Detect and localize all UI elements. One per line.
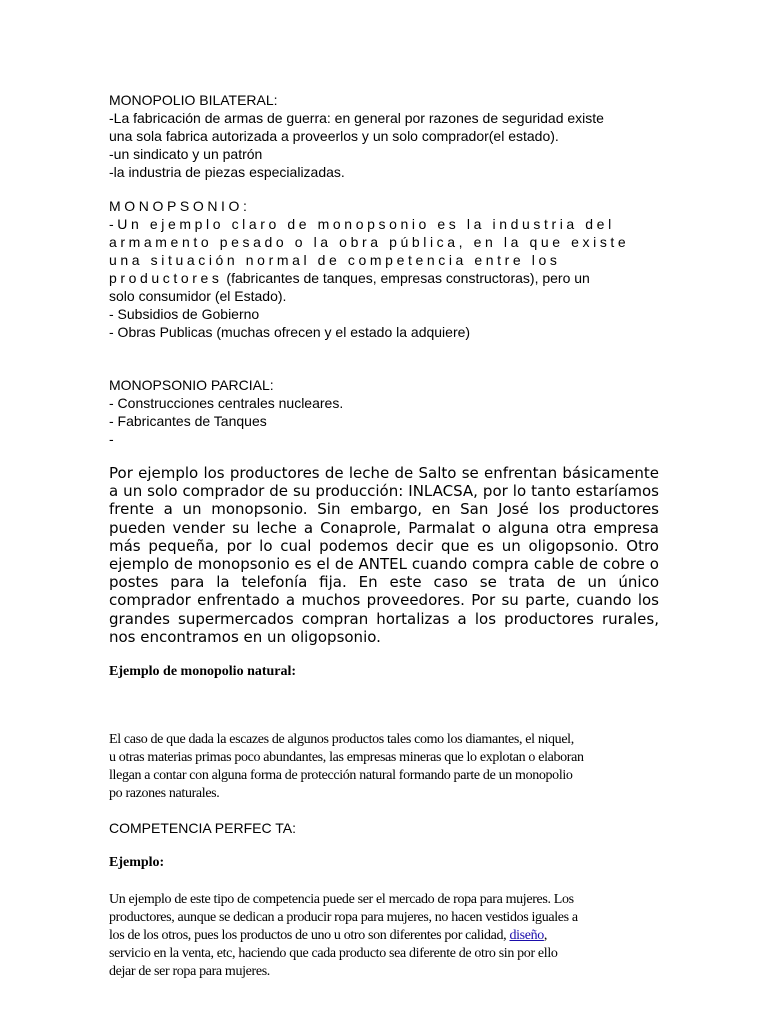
text-line: dejar de ser ropa para mujeres.: [109, 964, 270, 980]
text-fragment: ,: [543, 928, 548, 944]
text-line: u otras materias primas poco abundantes, las empresas mineras que lo explotan o elaboran: [109, 750, 584, 766]
text-line: Un ejemplo de este tipo de competencia puede ser el mercado de ropa para mujeres. Los: [109, 892, 574, 907]
text-line: - Obras Publicas (muchas ofrecen y el estado la adquiere): [109, 324, 471, 340]
section-heading: MONOPOLIO BILATERAL:: [109, 92, 278, 108]
subheading-ejemplo: Ejemplo:: [109, 855, 165, 870]
text-line: -la industria de piezas especializadas.: [109, 164, 345, 180]
text-line: [109, 269, 659, 287]
section-monopsonio: [109, 197, 659, 341]
section-monopolio-bilateral: [109, 91, 659, 181]
text-line: -La fabricación de armas de guerra: en general por razones de seguridad existe: [109, 110, 604, 126]
text-line: llegan a contar con alguna forma de protección natural formando parte de un monopolio: [109, 768, 573, 784]
text-line: - Subsidios de Gobierno: [109, 306, 260, 322]
paragraph-text: Por ejemplo los productores de leche de Salto se enfrentan básicamente a un solo comprador de su producción: INLACSA, por lo tanto estaríamos frente a un monopsonio. Sin embargo, en San José los productores pueden vender su leche a Conaprole, Parmalat o alguna otra empresa más pequeña, por lo cual podemos decir que es un oligopsonio. Otro ejemplo de monopsonio es el de ANTEL cuando compra cable de cobre o postes para la telefonía fija. En este caso se trata de un único comprador enfrentado a muchos proveedores. Por su parte, cuando los grandes supermercados compran hortalizas a los productores rurales, nos encontramos en un oligopsonio.: [109, 464, 659, 646]
paragraph-ejemplo-productores: [109, 464, 659, 646]
text-line: -: [109, 431, 114, 447]
section-heading: MONOPSONIO:: [109, 198, 251, 214]
paragraph-monopolio-natural: [109, 731, 659, 803]
text-line: una sola fabrica autorizada a proveerlos y un solo comprador(el estado).: [109, 128, 559, 144]
text-line: productores, aunque se dedican a producir ropa para mujeres, no hacen vestidos iguales a: [109, 910, 578, 926]
section-heading-competencia-perfecta: COMPETENCIA PERFEC TA:: [109, 820, 296, 836]
text-line: - Construcciones centrales nucleares.: [109, 395, 344, 411]
section-heading: MONOPSONIO PARCIAL:: [109, 377, 274, 393]
text-line: po razones naturales.: [109, 786, 220, 802]
text-line: una situación normal de competencia entre los: [109, 252, 561, 268]
text-fragment: los de los otros, pues los productos de uno u otro son diferentes por calidad,: [109, 928, 510, 944]
text-fragment: (fabricantes de tanques, empresas constructoras), pero un: [222, 270, 590, 286]
text-line: armamento pesado o la obra pública, en la que existe: [109, 234, 630, 250]
text-line: -un sindicato y un patrón: [109, 146, 263, 162]
text-line: solo consumidor (el Estado).: [109, 288, 287, 304]
subheading-monopolio-natural: Ejemplo de monopolio natural:: [109, 664, 297, 679]
diseno-link[interactable]: diseño: [509, 928, 544, 944]
text-line: [109, 927, 659, 945]
paragraph-competencia-perfecta: [109, 891, 659, 981]
productores-word: productores: [109, 270, 223, 286]
section-monopsonio-parcial: [109, 376, 659, 448]
text-line: -Un ejemplo claro de monopsonio es la industria del: [109, 216, 615, 232]
text-line: servicio en la venta, etc, haciendo que cada producto sea diferente de otro sin por ello: [109, 946, 558, 962]
text-line: El caso de que dada la escazes de algunos productos tales como los diamantes, el niquel,: [109, 732, 574, 747]
text-line: - Fabricantes de Tanques: [109, 413, 267, 429]
